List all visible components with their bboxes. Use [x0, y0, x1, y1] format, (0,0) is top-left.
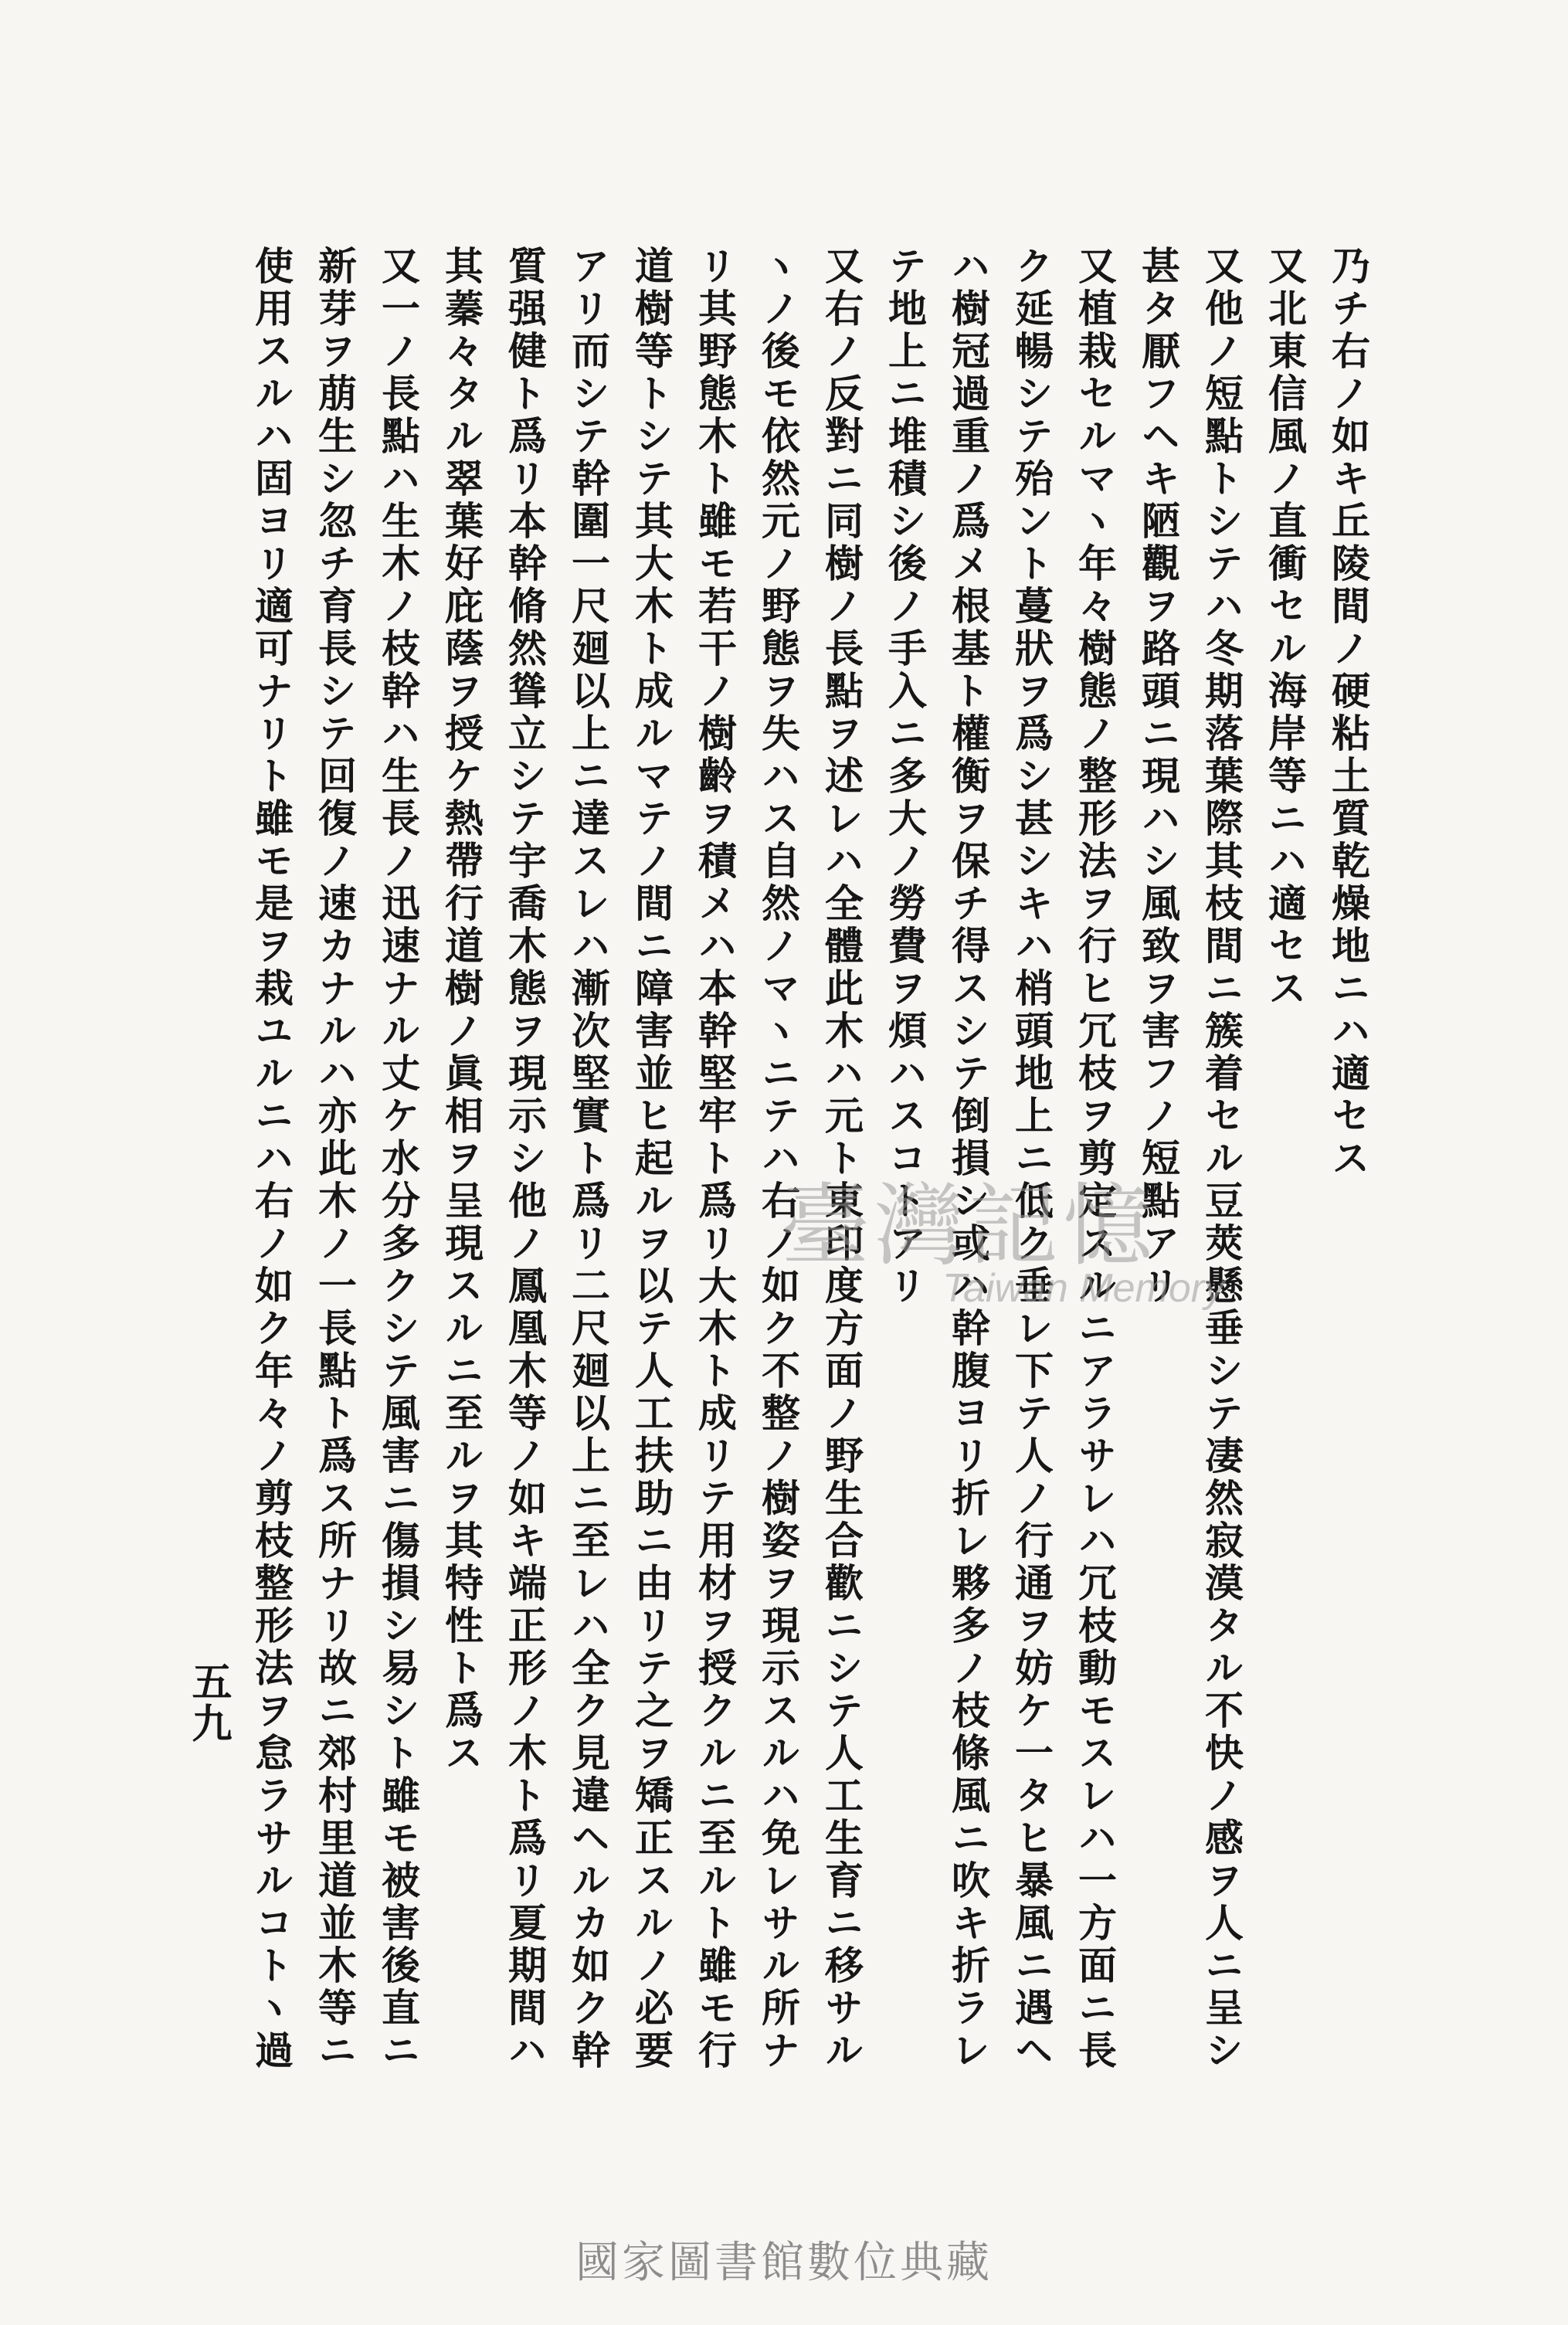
text-column: ク延暢シテ殆ント蔓狀ヲ爲シ甚シキハ梢頭地上ニ低ク垂レ下テ人ノ行通ヲ妨ケ一タヒ暴風ニ遇ヘ — [1009, 246, 1054, 2072]
text-column: ハ樹冠過重ノ爲メ根基ト權衡ヲ保チ得スシテ倒損シ或ハ幹腹ヨリ折レ夥多ノ枝條風ニ吹キ折ラレ — [945, 246, 991, 2072]
text-column: 甚タ厭フヘキ陋觀ヲ路頭ニ現ハシ風致ヲ害フノ短點アリ — [1135, 246, 1181, 1308]
watermark-subtitle: Taiwan Memory — [942, 1266, 1225, 1311]
text-column: 新芽ヲ萠生シ忽チ育長シテ回復ノ速カナルハ亦此木ノ一長點ト爲ス所ナリ故ニ郊村里道並木等ニ — [312, 246, 358, 2072]
text-column: 又植栽セルマヽ年々樹態ノ整形法ヲ行ヒ冗枝ヲ剪定スルニアラサレハ冗枝動モスレハ一方面ニ長 — [1072, 246, 1118, 2072]
text-column: 又右ノ反對ニ同樹ノ長點ヲ述レハ全體此木ハ元ト東印度方面ノ野生合歡ニシテ人工生育ニ移サル — [819, 246, 864, 2072]
text-column: 質强健ト爲リ本幹脩然聳立シテ宇喬木態ヲ現示シ他ノ鳳凰木等ノ如キ端正形ノ木ト爲リ夏期間ハ — [502, 246, 548, 2072]
page-number: 五九 — [185, 1661, 232, 1744]
text-column: リ其野態木ト雖モ若干ノ樹齡ヲ積メハ本幹堅牢ト爲リ大木ト成リテ用材ヲ授クルニ至ルト雖モ行 — [692, 246, 738, 2072]
text-column: 道樹等トシテ其大木ト成ルマテノ間ニ障害並ヒ起ルヲ以テ人工扶助ニ由リテ之ヲ矯正スルノ必要 — [629, 246, 674, 2072]
footer-credit: 國家圖書館數位典藏 — [575, 2238, 993, 2288]
text-column: 其蓁々タル翠葉好庇蔭ヲ授ケ熱帶行道樹ノ眞相ヲ呈現スルニ至ルヲ其特性ト爲ス — [439, 246, 484, 1775]
text-column: 又他ノ短點トシテハ冬期落葉際其枝間ニ簇着セル豆莢懸垂シテ凄然寂漠タル不快ノ感ヲ人ニ呈シ — [1199, 246, 1244, 2072]
text-column: 又一ノ長點ハ生木ノ枝幹ハ生長ノ迅速ナル丈ケ水分多クシテ風害ニ傷損シ易シト雖モ被害後直ニ — [375, 246, 421, 2072]
text-column: 使用スルハ固ヨリ適可ナリト雖モ是ヲ栽ユルニハ右ノ如ク年々ノ剪枝整形法ヲ怠ラサルコトヽ過 — [249, 246, 294, 2072]
watermark-logo: 臺灣記憶 — [780, 1174, 1157, 1278]
text-column: 又北東信風ノ直衝セル海岸等ニハ適セス — [1262, 246, 1308, 1010]
text-column: アリ而シテ幹圍一尺廻以上ニ達スレハ漸次堅實ト爲リ二尺廻以上ニ至レハ全ク見違ヘルカ如ク幹 — [565, 246, 611, 2072]
text-column: 乃チ右ノ如キ丘陵間ノ硬粘土質乾燥地ニハ適セス — [1325, 246, 1371, 1180]
text-column: ヽノ後モ依然元ノ野態ヲ失ハス自然ノマヽニテハ右ノ如ク不整ノ樹姿ヲ現示スルハ免レサル所ナ — [755, 246, 801, 2072]
text-column: テ地上ニ堆積シ後ノ手入ニ多大ノ勞費ヲ煩ハスコトアリ — [882, 246, 928, 1308]
